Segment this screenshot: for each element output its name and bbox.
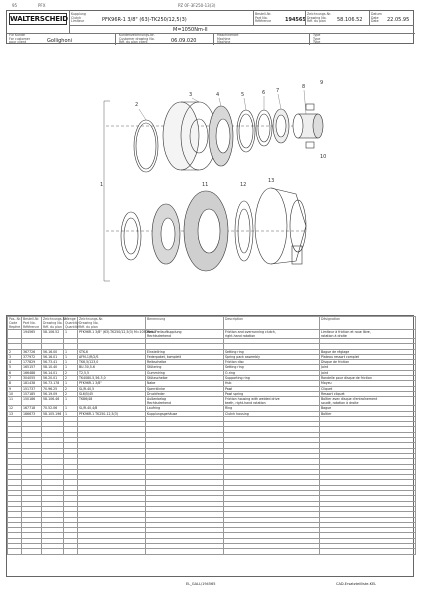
- table-cell: 181438: [22, 381, 42, 386]
- label-11: 11: [202, 182, 209, 188]
- part-5-6-rings: [237, 110, 272, 152]
- table-cell: Limiteur à friction et roue libre, rotation à droite: [320, 330, 416, 339]
- part-11-friction-housing: [184, 191, 228, 271]
- table-cell: 1: [64, 330, 78, 339]
- table-cell: 56.19.09: [42, 391, 64, 396]
- top-reference-line: [8, 3, 413, 9]
- table-cell: TK6,5/123,0: [78, 360, 146, 365]
- top-left-code: 95: [12, 3, 18, 8]
- table-cell: 1: [64, 411, 78, 416]
- table-cell: Moyeu: [320, 381, 416, 386]
- label-2: 2: [135, 102, 139, 108]
- label-7: 7: [276, 88, 280, 94]
- column-header: Bestell-Nr. Part No. Référence: [22, 317, 42, 330]
- table-cell: Joint: [320, 365, 416, 370]
- table-cell: 166488: [22, 370, 42, 375]
- table-cell: 377972: [22, 354, 42, 359]
- label-5: 5: [241, 92, 245, 98]
- table-cell: Plateau ressort complet: [320, 354, 416, 359]
- part-4-lower-disc: [152, 204, 180, 264]
- part-7-supporting-ring: [273, 109, 289, 143]
- table-cell: 177829: [22, 360, 42, 365]
- exploded-view-drawing: [6, 46, 414, 311]
- table-cell: 58.105.196: [42, 411, 64, 416]
- column-header: Benennung: [146, 317, 224, 330]
- clutch-type-value: PFK96R-1 3/8" (63)-TK250/12,5(3): [102, 17, 187, 23]
- table-cell: 1: [64, 349, 78, 354]
- footer-list-type: CAD-Ersatzteilliste-KEL: [336, 582, 377, 586]
- table-cell: TK4080-5,56-3,0: [78, 376, 146, 381]
- table-cell: O-ring: [224, 370, 320, 375]
- table-cell: Friction disc: [224, 360, 320, 365]
- label-9: 9: [320, 80, 324, 86]
- table-cell: [8, 330, 22, 339]
- footer-file-ref: EL_GALL/194565: [186, 582, 216, 586]
- label-machine: Maschinenart Machine Machine: [217, 33, 239, 45]
- table-cell: 2: [8, 349, 22, 354]
- table-cell: [22, 549, 42, 554]
- column-header: Zeichnungs-Nr. Drawing No. Réf. du plan: [78, 317, 146, 330]
- label-datum: Datum Date Date: [371, 12, 382, 24]
- table-cell: Stützring: [146, 365, 224, 370]
- table-cell: Gummiring: [146, 370, 224, 375]
- table-cell: 1: [64, 406, 78, 411]
- table-cell: PFK96R-1 3/8" (63)-TK250/12,5(3) M=1050Nm-II: [78, 330, 146, 339]
- table-cell: Rondelle pour disque de friction: [320, 376, 416, 381]
- table-cell: Stützscheibe: [146, 376, 224, 381]
- table-cell: 9: [8, 386, 22, 391]
- table-cell: Setting ring: [224, 365, 320, 370]
- table-cell: T2,5,5: [78, 370, 146, 375]
- table-cell: Nabe: [146, 381, 224, 386]
- table-cell: 304055: [22, 376, 42, 381]
- top-center-code: PZ 0F-3F250-13(3): [178, 3, 216, 8]
- label-type: Type Type Type: [313, 33, 321, 45]
- table-cell: 2: [64, 370, 78, 375]
- table-cell: 70.52.06: [42, 406, 64, 411]
- table-cell: Druckfeder: [146, 391, 224, 396]
- table-cell: PFK96R-1 3/8": [78, 381, 146, 386]
- table-cell: 150186: [22, 397, 42, 406]
- part-8-hub: [293, 114, 323, 138]
- table-cell: SL/R-40,5: [78, 386, 146, 391]
- table-cell: 4: [8, 360, 22, 365]
- table-cell: Hub: [224, 381, 320, 386]
- table-cell: [224, 549, 320, 554]
- table-cell: Joint: [320, 370, 416, 375]
- label-kupplung: Kupplung Clutch Limiteur: [71, 12, 86, 24]
- table-cell: 157185: [22, 391, 42, 396]
- table-cell: Friction housing with welded drive teeth, right-hand rotation: [224, 397, 320, 406]
- label-6: 6: [262, 90, 266, 96]
- label-8: 8: [302, 84, 306, 90]
- table-cell: [320, 549, 416, 554]
- table-cell: Bague de réglage: [320, 349, 416, 354]
- top-left-code-2: PFX: [38, 3, 46, 8]
- footer: [6, 580, 414, 590]
- label-10: 10: [320, 154, 327, 160]
- table-cell: Reibscheibe: [146, 360, 224, 365]
- table-row: [8, 549, 416, 554]
- table-cell: Cliquet: [320, 386, 416, 391]
- table-cell: [42, 549, 64, 554]
- column-header: Pos.-Nr. Code Repère: [9, 317, 21, 329]
- table-cell: 56.14.01: [42, 370, 64, 375]
- part-number-value: 194565: [285, 17, 306, 23]
- table-cell: 186673: [22, 411, 42, 416]
- table-cell: Sperrklinke: [146, 386, 224, 391]
- table-cell: 1: [64, 381, 78, 386]
- part-7-lower-ring: [121, 212, 141, 260]
- table-cell: Boîtier avec disque d'entraînement soudé, rotation à droite: [320, 397, 416, 406]
- table-cell: 56.20.01: [42, 376, 64, 381]
- table-cell: 11: [8, 397, 22, 406]
- label-12: 12: [240, 182, 247, 188]
- table-cell: 58.106.52: [42, 330, 64, 339]
- table-cell: 2: [64, 386, 78, 391]
- table-cell: Supporting ring: [224, 376, 320, 381]
- label-13: 13: [268, 178, 275, 184]
- table-cell: [78, 549, 146, 554]
- table-cell: 151737: [22, 386, 42, 391]
- table-cell: [64, 549, 78, 554]
- table-cell: 1: [64, 360, 78, 365]
- table-cell: SL/R-40,4/8: [78, 406, 146, 411]
- column-header: Menge Quantity Quantité: [65, 317, 79, 329]
- table-cell: 1: [64, 354, 78, 359]
- part-9-pawl: [306, 104, 314, 110]
- table-cell: Kupplungsgehäuse: [146, 411, 224, 416]
- drawing-number-value: 58.106.52: [337, 17, 363, 23]
- table-cell: STK-6: [78, 349, 146, 354]
- table-cell: AFM-1/R/2/S: [78, 354, 146, 359]
- table-cell: Laufring: [146, 406, 224, 411]
- table-cell: Clutch housing: [224, 411, 320, 416]
- table-cell: 1: [64, 397, 78, 406]
- table-cell: 56.73.41: [42, 360, 64, 365]
- parts-table: [7, 316, 416, 555]
- table-cell: Pawl: [224, 386, 320, 391]
- table-cell: 56.73.178: [42, 381, 64, 386]
- parts-list: [6, 315, 414, 577]
- table-cell: 12: [8, 406, 22, 411]
- table-body: [8, 330, 416, 555]
- table-cell: 58.10.40: [42, 365, 64, 370]
- table-cell: 1: [64, 365, 78, 370]
- table-cell: 56.16.01: [42, 354, 64, 359]
- table-cell: 70.96.25: [42, 386, 64, 391]
- table-cell: Boîtier: [320, 411, 416, 416]
- label-4: 4: [216, 92, 220, 98]
- part-2-setting-ring: [134, 120, 158, 172]
- table-cell: Friction and overrunning clutch, right-hand rotation: [224, 330, 320, 339]
- table-cell: Pawl spring: [224, 391, 320, 396]
- table-cell: Reib-Freilaufkupplung Rechtsdrehend: [146, 330, 224, 339]
- table-cell: [146, 549, 224, 554]
- table-cell: TK86/48: [78, 397, 146, 406]
- label-3: 3: [189, 92, 193, 98]
- table-cell: 367726: [22, 349, 42, 354]
- table-cell: Außenbelag Rechtsdrehend: [146, 397, 224, 406]
- date-value: 22.05.95: [387, 17, 410, 23]
- walterscheid-logo: WALTERSCHEID: [10, 15, 68, 23]
- label-kunde: Für Kunde For customer pour client: [9, 33, 31, 45]
- table-cell: 165157: [22, 365, 42, 370]
- torque-value: M=1050Nm-II: [173, 27, 208, 33]
- table-cell: 2: [64, 376, 78, 381]
- label-customer-drawing: Kundenzeichnungs-Nr. Customer drawing No. Réf. du plan client: [119, 33, 155, 45]
- table-cell: 7: [8, 376, 22, 381]
- table-cell: SL6/5/45: [78, 391, 146, 396]
- table-cell: 167718: [22, 406, 42, 411]
- title-block: [6, 10, 414, 44]
- table-cell: 5: [8, 365, 22, 370]
- part-10-pawl-spring: [306, 142, 314, 148]
- customer-value: Gollighoni: [47, 38, 73, 44]
- column-header: Zeichnungs-Nr. Drawing No. Réf. du plan: [43, 317, 68, 329]
- label-zeichnung: Zeichnungs-Nr. Drawing No. Réf. du plan: [307, 12, 332, 24]
- table-cell: Federpaket, komplett: [146, 354, 224, 359]
- table-header-row: [8, 317, 416, 330]
- table-cell: Ring: [224, 406, 320, 411]
- table-cell: Einstellring: [146, 349, 224, 354]
- table-cell: 3: [8, 354, 22, 359]
- label-1: 1: [100, 182, 104, 188]
- customer-drawing-value: 06.09.020: [171, 38, 197, 44]
- table-cell: 6: [8, 370, 22, 375]
- table-cell: 58.106.46: [42, 397, 64, 406]
- label-bestell: Bestell-Nr. Part No. Référence: [255, 12, 272, 24]
- table-row: [8, 397, 416, 406]
- table-cell: Bague: [320, 406, 416, 411]
- table-cell: Spring pack assembly: [224, 354, 320, 359]
- part-13-clutch-housing: [255, 188, 306, 264]
- table-cell: 2: [64, 391, 78, 396]
- part-4-friction-disc: [209, 106, 233, 166]
- table-cell: 13: [8, 411, 22, 416]
- column-header: Désignation: [320, 317, 416, 330]
- table-cell: Setting ring: [224, 349, 320, 354]
- table-cell: 10: [8, 391, 22, 396]
- table-cell: Ressort cliquet: [320, 391, 416, 396]
- table-cell: 56.16.00: [42, 349, 64, 354]
- table-cell: 8: [8, 381, 22, 386]
- table-row: [8, 330, 416, 339]
- table-cell: BU-30,5-6: [78, 365, 146, 370]
- table-cell: [8, 549, 22, 554]
- table-cell: Disque de friction: [320, 360, 416, 365]
- table-cell: 194565: [22, 330, 42, 339]
- column-header: Description: [224, 317, 320, 330]
- table-cell: PFK96R-1 TK250-12,5(3): [78, 411, 146, 416]
